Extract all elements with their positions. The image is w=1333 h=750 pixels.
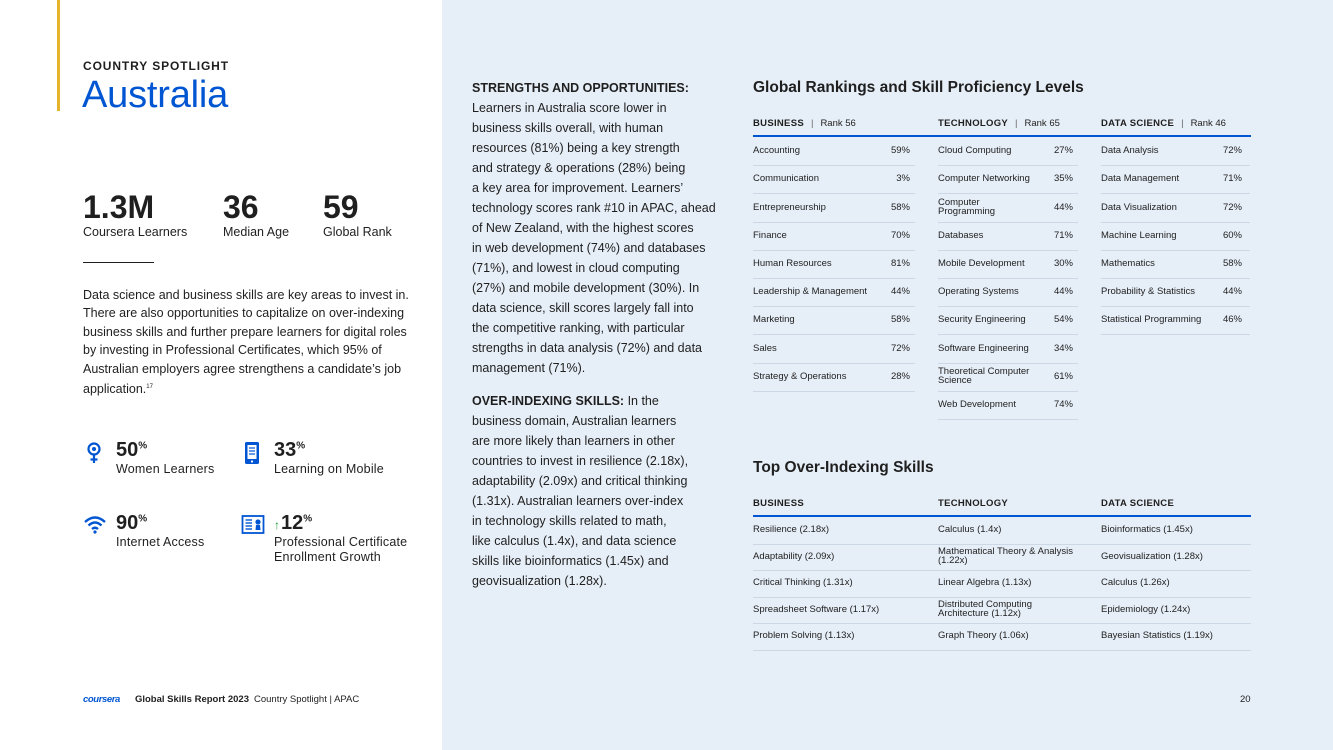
row-divider [938,363,1078,364]
kpi-label: Learning on Mobile [274,462,384,476]
page-title: Australia [82,74,229,116]
strengths-body [472,98,722,378]
stat-learners [83,189,187,239]
separator: | [810,118,814,129]
strengths-line: data science, skill scores largely fall into [472,301,694,315]
row-divider [1101,334,1250,335]
kpi-value [116,512,147,535]
row-divider [938,306,1078,307]
over-skill: Graph Theory (1.06x) [938,630,1029,642]
row-divider [753,278,915,279]
kpi-label: Internet Access [116,535,205,549]
skill-name-line: Computer [938,196,980,208]
row-divider [938,419,1078,420]
strengths-line: Learners in Australia score lower in [472,101,667,115]
over-skill: Resilience (2.18x) [753,524,830,536]
business-header: BUSINESS | Rank 56 [753,118,856,129]
data-science-header: DATA SCIENCE | Rank 46 [1101,118,1226,129]
kpi-women-learners [83,441,233,481]
skill-value: 44% [1222,286,1242,298]
skill-value: 58% [890,201,910,213]
over-skill: Bioinformatics (1.45x) [1101,524,1193,536]
rankings-header-rule [753,135,1251,137]
skill-name: Cloud Computing [938,145,1012,157]
skill-value: 54% [1053,314,1073,326]
women-learners-icon [83,441,103,465]
skill-name: Accounting [753,145,801,157]
strengths-line: business skills overall, with human [472,121,664,135]
skill-name: Mobile Development [938,257,1025,269]
row-divider [753,391,915,392]
skill-value: 27% [1053,145,1073,157]
kpi-label-line: Enrollment Growth [274,550,381,564]
wifi-icon [83,514,103,538]
kpi-number: 33 [274,439,297,461]
stat-label: Coursera Learners [83,225,188,239]
skill-value: 28% [890,370,910,382]
intro-text: Data science and business skills are key areas to invest in. There are also opportunities to capitalize on over-indexing business skills and further prepare learners for digital roles by investing in Professional Certificates, which 95% of Australian employers agree strengthens a candidate’s job application. [83,288,409,397]
strengths-line: a key area for improvement. Learners’ [472,181,684,195]
row-divider [753,650,1251,651]
row-divider [938,165,1078,166]
skill-name: Mathematics [1101,257,1155,269]
over-skill [938,547,1073,566]
skill-value: 35% [1053,173,1073,185]
stat-median-age [223,189,289,239]
kpi-number: 12 [281,512,304,534]
skill-value: 58% [1222,257,1242,269]
skill-name: Software Engineering [938,342,1029,354]
skill-value: 3% [896,173,910,185]
over-line: adaptability (2.09x) and critical thinking [472,474,688,488]
row-divider [938,250,1078,251]
data-science-rank: Rank 46 [1190,118,1226,129]
over-line: like calculus (1.4x), and data science [472,534,677,548]
strengths-line: in web development (74%) and databases [472,241,706,255]
skill-name: Data Visualization [1101,201,1177,213]
kpi-learning-mobile [241,441,411,481]
row-divider [938,222,1078,223]
over-indexing-header-rule [753,515,1251,517]
business-rank: Rank 56 [820,118,856,129]
skill-value: 81% [890,257,910,269]
over-line: are more likely than learners in other [472,434,675,448]
intro-paragraph [83,286,413,399]
row-divider [938,334,1078,335]
row-divider [753,544,1251,545]
section-eyebrow: COUNTRY SPOTLIGHT [83,59,229,73]
kpi-value [116,439,147,462]
skill-value: 72% [1222,201,1242,213]
accent-bar [57,0,60,111]
kpi-certificate-growth [241,514,426,564]
skill-value: 71% [1222,173,1242,185]
over-skill: Linear Algebra (1.13x) [938,577,1032,589]
over-line: in technology skills related to math, [472,514,667,528]
technology-rank: Rank 65 [1024,118,1060,129]
row-divider [753,623,1251,624]
row-divider [1101,250,1250,251]
skill-name: Data Analysis [1101,145,1159,157]
over-business-header: BUSINESS [753,498,804,509]
stat-label: Median Age [223,225,290,239]
over-skill: Calculus (1.4x) [938,524,1002,536]
row-divider [938,391,1078,392]
kpi-number: 90 [116,512,139,534]
skill-name: Marketing [753,314,795,326]
row-divider [753,334,915,335]
skill-value: 74% [1053,398,1073,410]
stat-global-rank [323,189,392,239]
strengths-line: and strategy & operations (28%) being [472,161,686,175]
row-divider [1101,193,1250,194]
skill-name-line: Theoretical Computer [938,365,1030,377]
page-number: 20 [1240,694,1251,705]
kpi-number: 50 [116,439,139,461]
skill-name: Machine Learning [1101,229,1177,241]
row-divider [1101,306,1250,307]
skill-name: Statistical Programming [1101,314,1202,326]
skill-name: Entrepreneurship [753,201,826,213]
row-divider [938,278,1078,279]
over-technology-header: TECHNOLOGY [938,498,1009,509]
strengths-line: of New Zealand, with the highest scores [472,221,694,235]
kpi-label [274,535,407,565]
strengths-line: resources (81%) being a key strength [472,141,680,155]
skill-name: Human Resources [753,257,832,269]
over-skill: Calculus (1.26x) [1101,577,1170,589]
kpi-label: Women Learners [116,462,215,476]
growth-arrow-icon: ↑ [274,518,280,532]
over-line: countries to invest in resilience (2.18x), [472,454,689,468]
kpi-internet-access [83,514,233,554]
kpi-percent: % [296,440,306,452]
over-skill: Epidemiology (1.24x) [1101,603,1191,615]
skill-name: Sales [753,342,777,354]
skill-value: 46% [1222,314,1242,326]
certificate-icon [241,514,261,538]
strengths-line: (71%), and lowest in cloud computing [472,261,680,275]
skill-name: Communication [753,173,819,185]
footer-section: Country Spotlight | APAC [253,694,360,705]
over-first-text: In the [624,394,659,408]
skill-name: Computer Networking [938,173,1030,185]
over-skill: Adaptability (2.09x) [753,550,835,562]
skill-name [938,198,995,217]
skill-name: Data Management [1101,173,1180,185]
skill-value: 60% [1222,229,1242,241]
row-divider [753,165,915,166]
over-skill: Spreadsheet Software (1.17x) [753,603,880,615]
skill-name: Probability & Statistics [1101,286,1195,298]
separator: | [1181,118,1184,129]
skill-value: 30% [1053,257,1073,269]
strengths-line: (27%) and mobile development (30%). In [472,281,700,295]
mobile-icon [241,441,261,465]
over-heading: OVER-INDEXING SKILLS: [472,394,625,408]
kpi-label-line: Professional Certificate [274,535,408,549]
kpi-value [274,439,305,462]
over-indexing-title: Top Over-Indexing Skills [753,459,934,476]
strengths-heading: STRENGTHS AND OPPORTUNITIES: [472,81,689,95]
rankings-title: Global Rankings and Skill Proficiency Levels [753,79,1084,96]
skill-value: 59% [890,145,910,157]
row-divider [753,363,915,364]
skill-value: 44% [1053,286,1073,298]
skill-name: Finance [753,229,787,241]
over-body [472,411,722,591]
stat-value: 36 [223,189,259,225]
over-first-line [472,391,722,411]
stat-label: Global Rank [323,225,392,239]
skill-name: Operating Systems [938,286,1019,298]
strengths-paragraph [472,78,722,378]
skill-value: 70% [890,229,910,241]
skill-name-line: Science [938,375,972,387]
over-skill-line: (1.22x) [938,555,968,567]
row-divider [753,250,915,251]
skill-value: 44% [1053,201,1073,213]
skill-value: 61% [1053,370,1073,382]
skill-value: 71% [1053,229,1073,241]
footer [83,694,359,705]
over-line: (1.31x). Australian learners over-index [472,494,684,508]
skill-name: Strategy & Operations [753,370,847,382]
strengths-line: strengths in data analysis (72%) and data [472,341,702,355]
over-skill: Bayesian Statistics (1.19x) [1101,630,1213,642]
row-divider [1101,165,1250,166]
over-skill-line: Mathematical Theory & Analysis [938,545,1073,557]
row-divider [753,570,1251,571]
over-line: geovisualization (1.28x). [472,574,607,588]
stat-value: 1.3M [83,189,155,225]
skill-value: 72% [1222,145,1242,157]
row-divider [753,193,915,194]
stat-value: 59 [323,189,359,225]
skill-value: 44% [890,286,910,298]
row-divider [1101,222,1250,223]
kpi-percent: % [138,440,148,452]
separator: | [1015,118,1018,129]
row-divider [938,193,1078,194]
skill-name-line: Programming [938,206,996,217]
over-skill [938,600,1032,619]
skill-name: Databases [938,229,984,241]
over-indexing-paragraph [472,391,722,591]
over-skill-line: Distributed Computing [938,598,1032,610]
strengths-line: the competitive ranking, with particular [472,321,685,335]
over-line: business domain, Australian learners [472,414,677,428]
divider [83,262,154,263]
over-line: skills like bioinformatics (1.45x) and [472,554,669,568]
over-skill: Problem Solving (1.13x) [753,630,855,642]
report-title: Global Skills Report 2023 [134,694,249,705]
over-skill: Geovisualization (1.28x) [1101,550,1203,562]
over-skill-line: Architecture (1.12x) [938,608,1021,620]
over-data-science-header: DATA SCIENCE [1101,498,1175,509]
skill-name [938,367,1029,386]
row-divider [753,222,915,223]
skill-value: 58% [890,314,910,326]
row-divider [753,597,1251,598]
strengths-line: technology scores rank #10 in APAC, ahead [472,201,716,215]
kpi-value [274,512,312,535]
strengths-line: management (71%). [472,361,586,375]
skill-name: Security Engineering [938,314,1026,326]
technology-header: TECHNOLOGY | Rank 65 [938,118,1060,129]
coursera-logo: coursera [83,694,120,705]
over-skill: Critical Thinking (1.31x) [753,577,853,589]
skill-value: 34% [1053,342,1073,354]
footnote-ref: 17 [146,384,153,391]
kpi-percent: % [138,513,148,525]
row-divider [753,306,915,307]
row-divider [1101,278,1250,279]
skill-value: 72% [890,342,910,354]
skill-name: Web Development [938,398,1016,410]
skill-name: Leadership & Management [753,286,868,298]
kpi-percent: % [303,513,313,525]
